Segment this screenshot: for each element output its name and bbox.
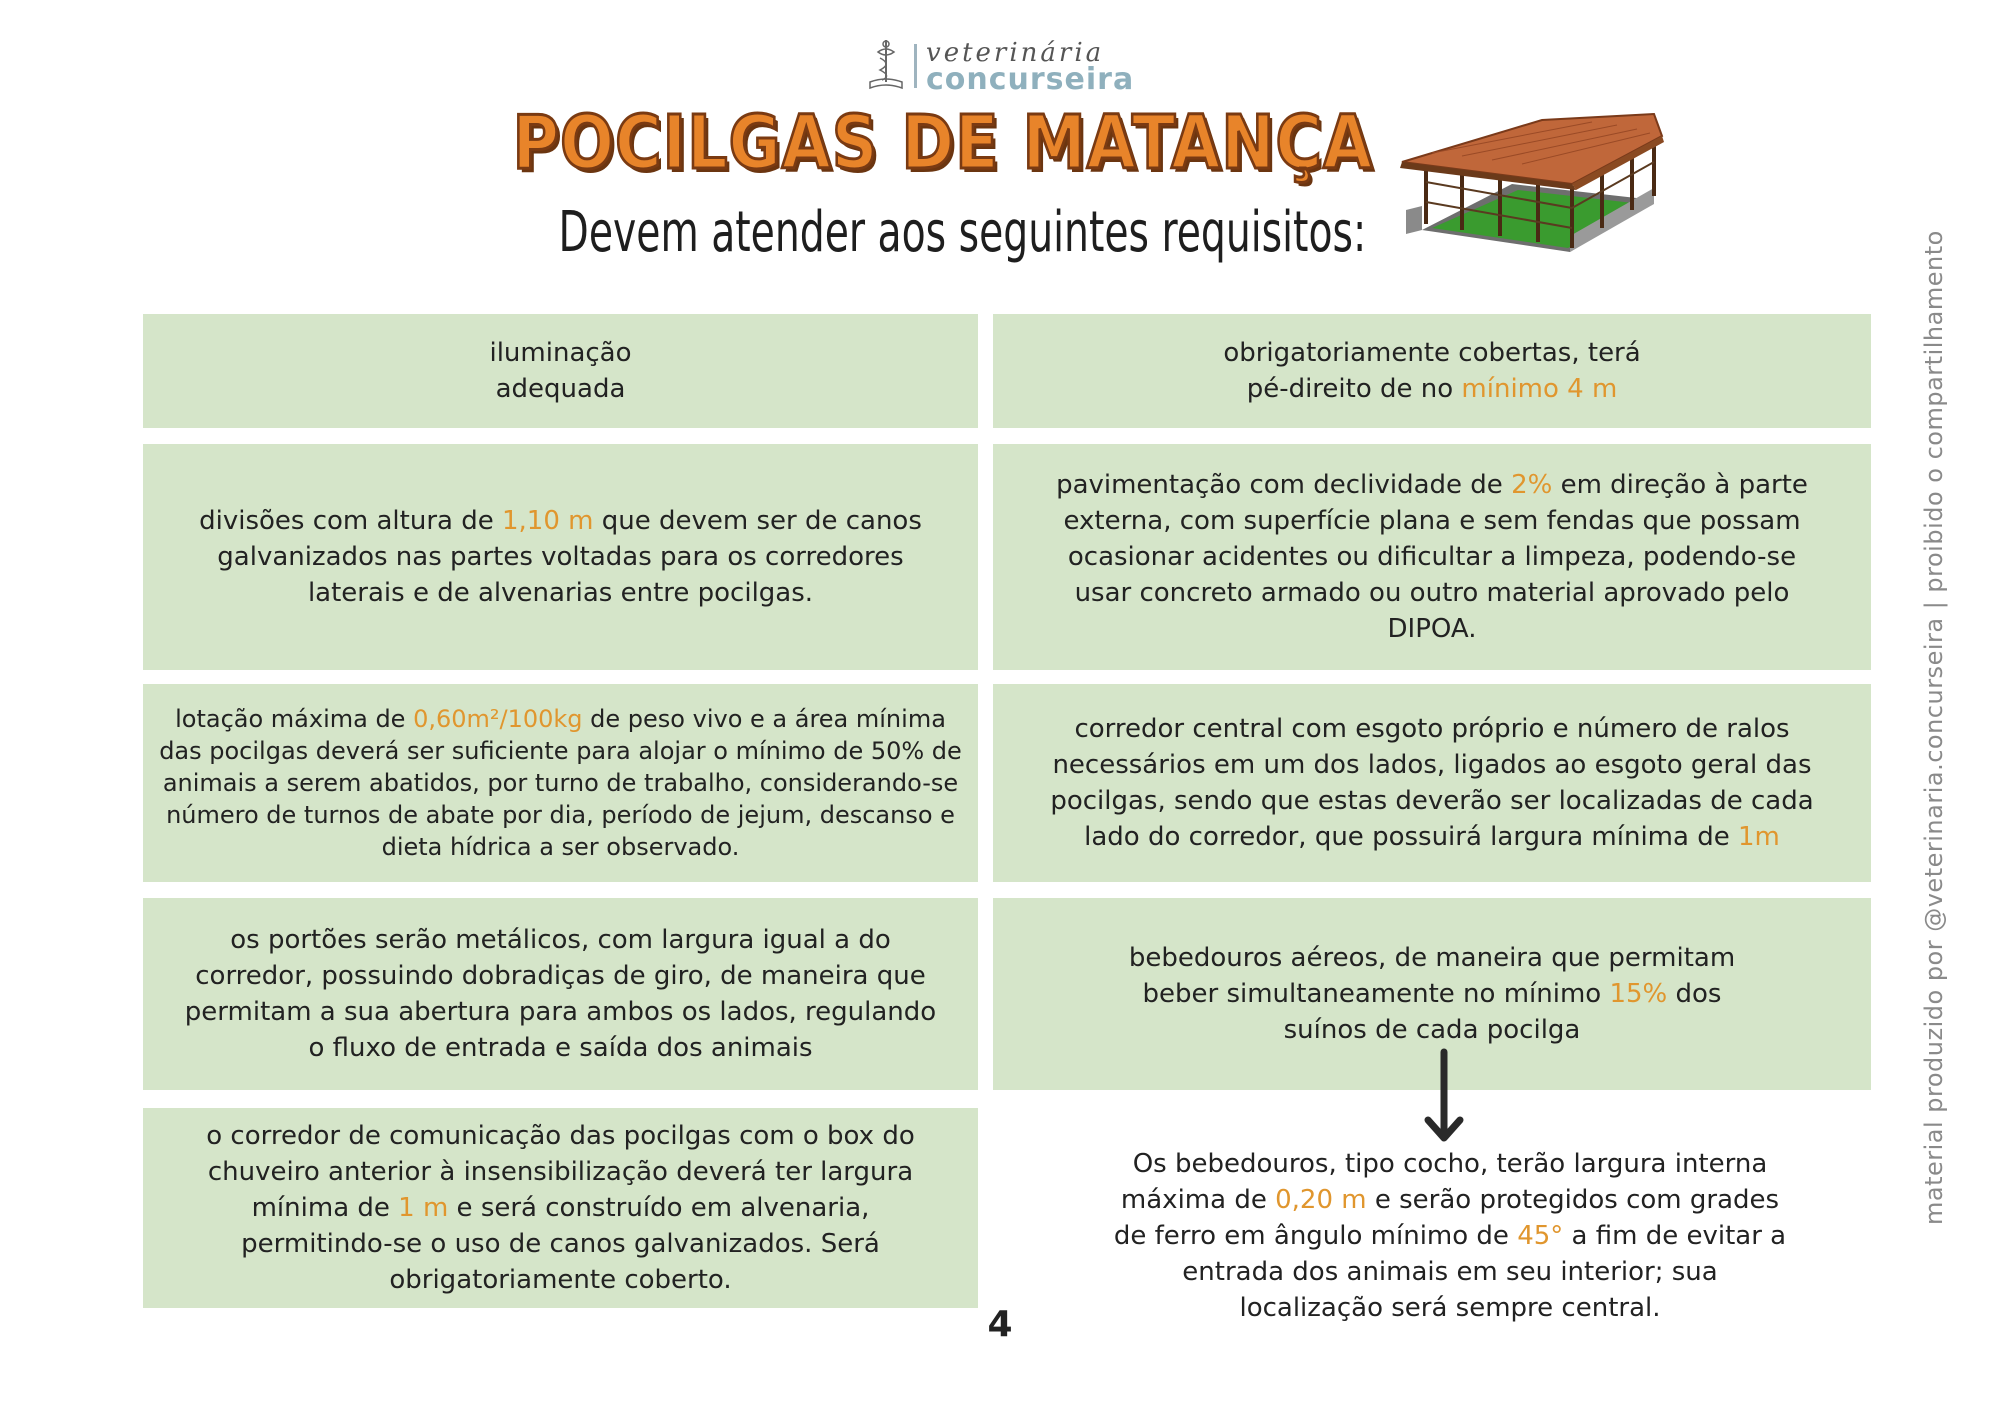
highlight-value: 1m [1737, 822, 1780, 852]
highlight-value: 2% [1511, 470, 1553, 500]
box-bebedouros-text: bebedouros aéreos, de maneira que permitam beber simultaneamente no mínimo 15% dos suínos de cada pocilga [1128, 943, 1736, 1045]
box-portoes [143, 898, 978, 1090]
box-corredor-central-text: corredor central com esgoto próprio e número de ralos necessários em um dos lados, ligados ao esgoto geral das pocilgas, sendo que estas deverão ser localizadas de cada lado do corredor, que possuirá largura mínima de 1m [1050, 714, 1814, 852]
box-divisoes [143, 444, 978, 670]
box-comunicacao-text: o corredor de comunicação das pocilgas com o box do chuveiro anterior à insensibilização deverá ter largura mínima de 1 m e será construído em alvenaria, permitindo-se o uso de canos galvanizados. Será obrigatoriamente coberto. [206, 1121, 915, 1295]
side-copyright-note: material produzido por @veterinaria.concurseira | proibido o compartilhamento [1920, 230, 1948, 1225]
logo-brand-text: concurseira [926, 62, 1135, 97]
caduceus-book-icon [866, 36, 906, 92]
highlight-value: 0,60m²/100kg [413, 705, 583, 733]
brand-logo [866, 36, 1156, 96]
highlight-value: 0,20 m [1275, 1185, 1367, 1215]
logo-script-text: veterinária [926, 38, 1105, 68]
highlight-value: 1 m [398, 1193, 449, 1223]
box-corredor-central [993, 684, 1871, 882]
box-lotacao [143, 684, 978, 882]
box-pavimentacao [993, 444, 1871, 670]
box-pavimentacao-text: pavimentação com declividade de 2% em direção à parte externa, com superfície plana e sem fendas que possam ocasionar acidentes ou dificultar a limpeza, podendo-se usar concreto armado ou outro material aprovado pelo DIPOA. [1056, 470, 1808, 644]
cocho-text: Os bebedouros, tipo cocho, terão largura interna máxima de 0,20 m e serão protegidos com grades de ferro em ângulo mínimo de 45° a fim de evitar a entrada dos animais em seu interior; sua localização será sempre central. [1113, 1149, 1787, 1323]
highlight-value: 1,10 m [501, 506, 594, 536]
box-iluminacao-text: iluminação adequada [489, 338, 632, 404]
arrow-down-icon [1420, 1048, 1468, 1148]
highlight-value: 15% [1609, 979, 1668, 1009]
highlight-value: mínimo 4 m [1461, 374, 1618, 404]
box-cobertas [993, 314, 1871, 428]
box-divisoes-text: divisões com altura de 1,10 m que devem ser de canos galvanizados nas partes voltadas para os corredores laterais e de alvenarias entre pocilgas. [199, 506, 922, 608]
box-comunicacao [143, 1108, 978, 1308]
pigsty-barn-illustration [1392, 112, 1664, 260]
highlight-value: 45° [1517, 1221, 1564, 1251]
page-subtitle: Devem atender aos seguintes requisitos: [558, 200, 1367, 265]
box-cobertas-text: obrigatoriamente cobertas, terá pé-direito de no mínimo 4 m [1223, 338, 1641, 404]
page-title: POCILGAS DE MATANÇA [512, 100, 1374, 186]
box-lotacao-text: lotação máxima de 0,60m²/100kg de peso vivo e a área mínima das pocilgas deverá ser suficiente para alojar o mínimo de 50% de animais a serem abatidos, por turno de trabalho, considerando-se número de turnos de abate por dia, período de jejum, descanso e dieta hídrica a ser observado. [159, 705, 962, 861]
page-number: 4 [987, 1304, 1013, 1345]
logo-divider [914, 44, 917, 88]
box-iluminacao [143, 314, 978, 428]
box-portoes-text: os portões serão metálicos, com largura igual a do corredor, possuindo dobradiças de giro, de maneira que permitam a sua abertura para ambos os lados, regulando o fluxo de entrada e saída dos animais [184, 925, 937, 1063]
